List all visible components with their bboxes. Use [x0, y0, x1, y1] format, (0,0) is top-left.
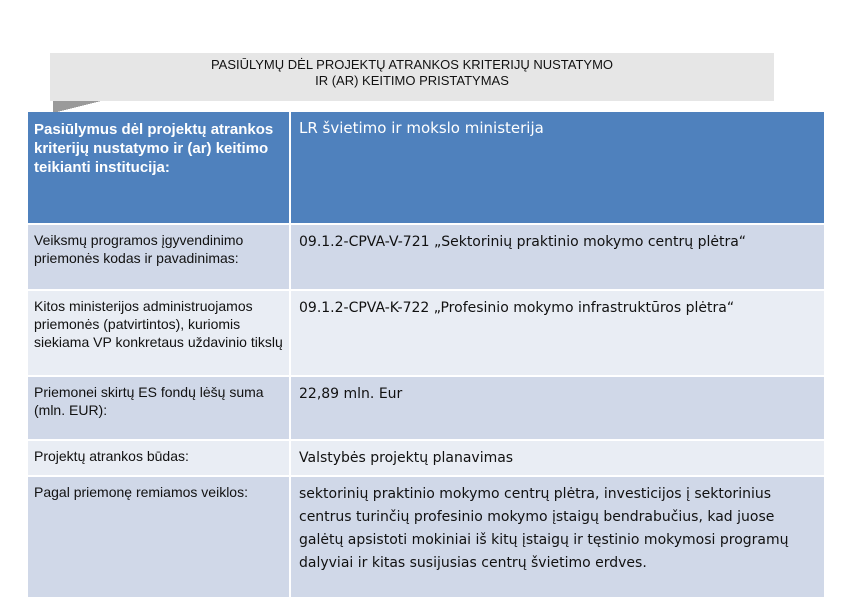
title-line-1: PASIŪLYMŲ DĖL PROJEKTŲ ATRANKOS KRITERIJŲ NUSTATYMO: [210, 57, 614, 72]
title-line-2: IR (AR) KEITIMO PRISTATYMAS: [315, 73, 509, 88]
table-row: [28, 290, 824, 376]
row-label: Projektų atrankos būdas:: [28, 440, 290, 476]
table-row: [28, 476, 824, 598]
table-row: [28, 440, 824, 476]
table-row: [28, 224, 824, 290]
row-value: 09.1.2-CPVA-V-721 „Sektorinių praktinio mokymo centrų plėtra“: [290, 224, 824, 290]
table-row: [28, 112, 824, 224]
row-label: Kitos ministerijos administruojamos priemonės (patvirtintos), kuriomis siekiama VP konkretaus uždavinio tikslų: [28, 290, 290, 376]
table-row: [28, 376, 824, 440]
row-label: Pasiūlymus dėl projektų atrankos kriterijų nustatymo ir (ar) keitimo teikianti institucija:: [28, 112, 290, 224]
title-banner: [50, 53, 774, 101]
row-value: 22,89 mln. Eur: [290, 376, 824, 440]
info-table: [28, 112, 824, 599]
row-value: LR švietimo ir mokslo ministerija: [290, 112, 824, 224]
row-value: 09.1.2-CPVA-K-722 „Profesinio mokymo infrastruktūros plėtra“: [290, 290, 824, 376]
row-label: Priemonei skirtų ES fondų lėšų suma (mln. EUR):: [28, 376, 290, 440]
row-label: Pagal priemonę remiamos veiklos:: [28, 476, 290, 598]
row-value: Valstybės projektų planavimas: [290, 440, 824, 476]
row-value: sektorinių praktinio mokymo centrų plėtra, investicijos į sektorinius centrus turinčių profesinio mokymo įstaigų bendrabučius, kad juose galėtų apsistoti mokiniai iš kitų įstaigų ir tęstinio mokymosi programų dalyviai ir kitas susijusias centrų švietimo erdves.: [290, 476, 824, 598]
row-label: Veiksmų programos įgyvendinimo priemonės kodas ir pavadinimas:: [28, 224, 290, 290]
